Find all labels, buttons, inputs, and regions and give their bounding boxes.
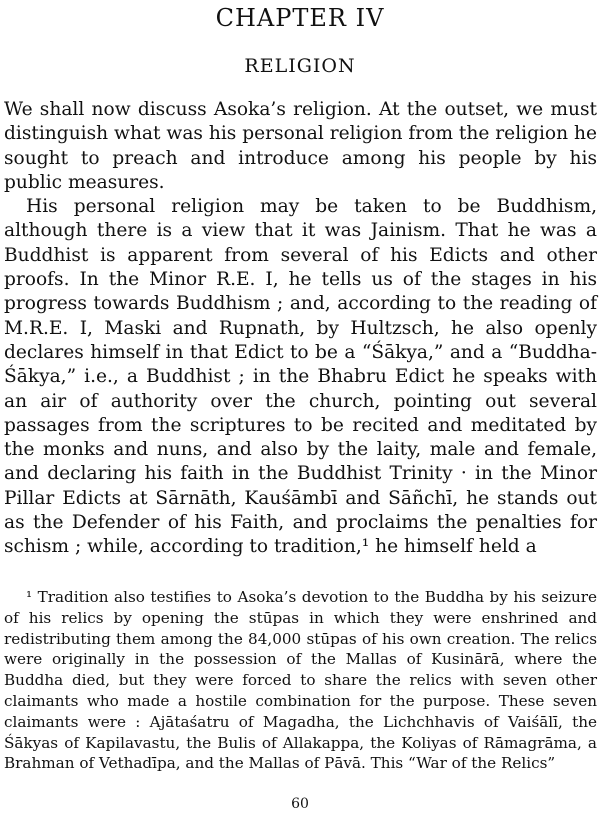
- paragraph: We shall now discuss Asoka’s religion. At the outset, we must distinguish what was his personal religion from the religion he sought to preach and introduce among his people by his public measures.: [4, 99, 597, 193]
- chapter-heading: CHAPTER IV: [215, 4, 385, 32]
- paragraph: His personal religion may be taken to be Buddhism, although there is a view that it was Jainism. That he was a Buddhist is apparent from several of his Edicts and other proofs. In the Minor R.E. I, he tells us of the stages in his progress towards Buddhism ; and, according to the reading of M.R.E. I, Maski and Rupnath, by Hultzsch, he also openly declares himself in that Edict to be a “Śākya,” and a “Buddha-Śākya,” i.e., a Buddhist ; in the Bhabru Edict he speaks with an air of authority over the church, pointing out several passages from the scriptures to be recited and meditated by the monks and nuns, and also by the laity, male and female, and declaring his faith in the Buddhist Trinity · in the Minor Pillar Edicts at Sārnāth, Kauśāmbī and Sāñchī, he stands out as the Defender of his Faith, and proclaims the penalties for schism ; while, according to tradition,¹ he himself held a: [4, 196, 597, 558]
- footnote-block: [4, 587, 597, 774]
- footnote: ¹ Tradition also testifies to Asoka’s devotion to the Buddha by his seizure of his relics by opening the stūpas in which they were enshrined and redistributing them among the 84,000 stūpas of his own creation. The relics were originally in the possession of the Mallas of Kusinārā, where the Buddha died, but they were forced to share the relics with seven other claimants who made a hostile combination for the purpose. These seven claimants were : Ajātaśatru of Magadha, the Lichchhavis of Vaiśālī, the Śākyas of Kapilavastu, the Bulis of Allakappa, the Koliyas of Rāmagrāma, a Brahman of Vethadīpa, and the Mallas of Pāvā. This “War of the Relics”: [4, 588, 597, 773]
- main-text: [4, 98, 597, 560]
- page-number: 60: [291, 796, 309, 812]
- section-title: RELIGION: [244, 55, 356, 77]
